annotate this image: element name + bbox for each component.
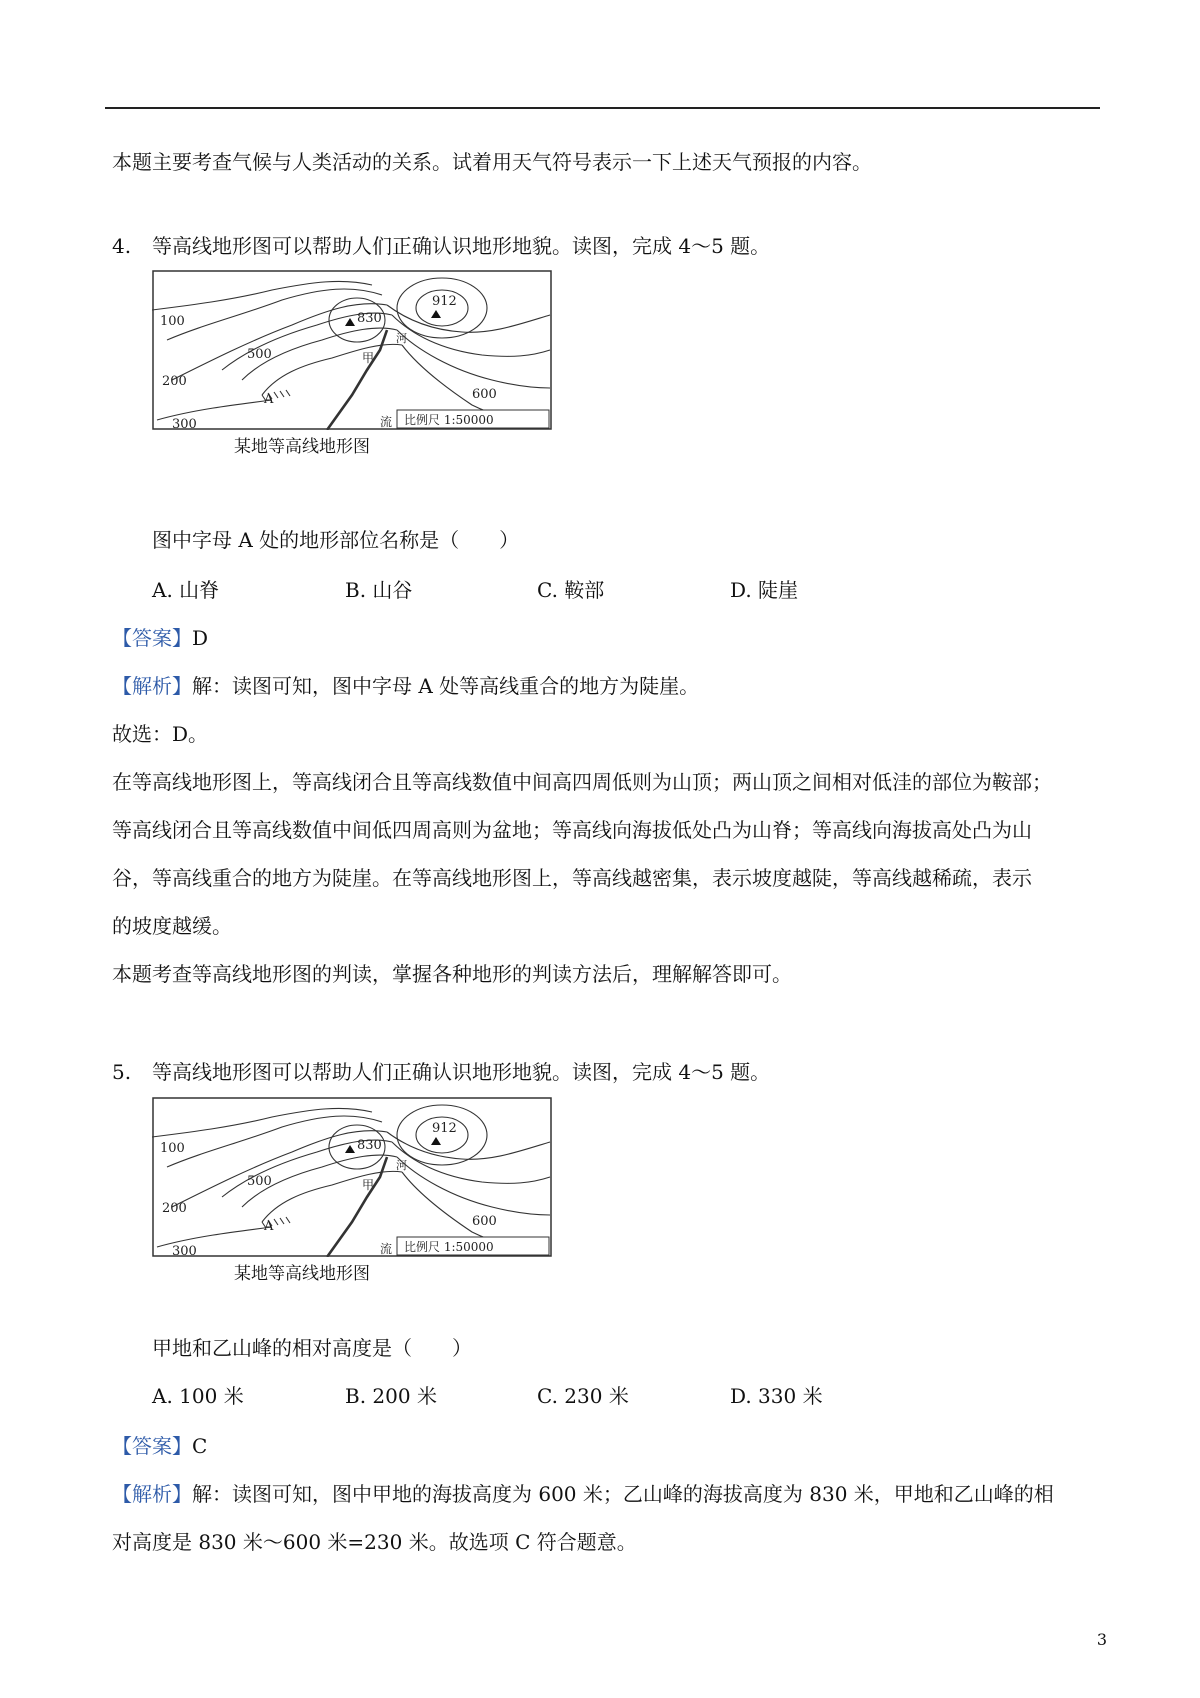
- svg-text:A: A: [264, 1219, 274, 1234]
- q4-contour-map: [152, 270, 552, 457]
- map-scale: 比例尺 1:50000: [404, 1240, 494, 1254]
- svg-text:流: 流: [380, 415, 393, 429]
- svg-text:300: 300: [172, 1244, 197, 1257]
- svg-text:100: 100: [160, 1141, 185, 1156]
- q5-analysis-line-2: 对高度是 830 米～600 米=230 米。故选项 C 符合题意。: [112, 1530, 637, 1554]
- q5-stem: 等高线地形图可以帮助人们正确认识地形地貌。读图，完成 4～5 题。: [152, 1060, 771, 1084]
- q4-answer: [112, 624, 208, 652]
- svg-text:流: 流: [380, 1242, 393, 1256]
- q4-analysis-line-3: 在等高线地形图上，等高线闭合且等高线数值中间高四周低则为山顶；两山顶之间相对低洼的部位为鞍部；: [112, 770, 1052, 794]
- map-caption: 某地等高线地形图: [234, 1264, 370, 1284]
- q4-option-c: C. 鞍部: [537, 578, 605, 602]
- svg-text:500: 500: [247, 347, 272, 362]
- svg-text:A: A: [264, 392, 274, 407]
- svg-text:200: 200: [162, 1201, 187, 1216]
- contour-map-svg: [152, 270, 552, 430]
- q5-option-a: A. 100 米: [152, 1384, 244, 1408]
- header-rule: [105, 107, 1100, 109]
- map-caption: 某地等高线地形图: [234, 437, 370, 457]
- svg-text:河: 河: [396, 1159, 407, 1172]
- svg-text:600: 600: [472, 387, 497, 402]
- svg-text:912: 912: [432, 1121, 457, 1136]
- q5-analysis-line-1: 【解析】解：读图可知，图中甲地的海拔高度为 600 米；乙山峰的海拔高度为 830 米，甲地和乙山峰的相: [112, 1482, 1054, 1506]
- q4-analysis-line-1: 【解析】解：读图可知，图中字母 A 处等高线重合的地方为陡崖。: [112, 674, 700, 698]
- q4-option-d: D. 陡崖: [730, 578, 799, 602]
- answer-value: C: [192, 1434, 208, 1458]
- map-scale: 比例尺 1:50000: [404, 413, 494, 427]
- q5-option-c: C. 230 米: [537, 1384, 629, 1408]
- answer-tag: 【答案】: [112, 626, 192, 650]
- q4-analysis-line-5: 谷，等高线重合的地方为陡崖。在等高线地形图上，等高线越密集，表示坡度越陡，等高线越稀疏，表示: [112, 866, 1032, 890]
- intro-text: 本题主要考查气候与人类活动的关系。试着用天气符号表示一下上述天气预报的内容。: [112, 150, 872, 174]
- svg-text:300: 300: [172, 417, 197, 430]
- svg-text:甲: 甲: [362, 351, 375, 365]
- svg-text:河: 河: [396, 332, 407, 345]
- q5-contour-map: [152, 1097, 552, 1284]
- svg-text:100: 100: [160, 314, 185, 329]
- answer-value: D: [192, 626, 209, 650]
- q5-question: 甲地和乙山峰的相对高度是（ ）: [152, 1336, 472, 1360]
- q4-number: 4.: [112, 234, 132, 258]
- analysis-tag: 【解析】: [112, 1482, 192, 1506]
- svg-text:200: 200: [162, 374, 187, 389]
- q5-answer: [112, 1432, 207, 1460]
- q4-stem: 等高线地形图可以帮助人们正确认识地形地貌。读图，完成 4～5 题。: [152, 234, 771, 258]
- q5-number: 5.: [112, 1060, 132, 1084]
- q4-analysis-line-4: 等高线闭合且等高线数值中间低四周高则为盆地；等高线向海拔低处凸为山脊；等高线向海拔高处凸为山: [112, 818, 1032, 842]
- svg-text:甲: 甲: [362, 1178, 375, 1192]
- q4-analysis-line-6: 的坡度越缓。: [112, 914, 232, 938]
- svg-text:830: 830: [357, 1138, 382, 1153]
- contour-map-svg: [152, 1097, 552, 1257]
- q4-analysis-line-2: 故选：D。: [112, 722, 209, 746]
- q5-option-d: D. 330 米: [730, 1384, 823, 1408]
- svg-text:500: 500: [247, 1174, 272, 1189]
- answer-tag: 【答案】: [112, 1434, 192, 1458]
- q4-option-a: A. 山脊: [152, 578, 220, 602]
- q5-option-b: B. 200 米: [345, 1384, 437, 1408]
- svg-text:912: 912: [432, 294, 457, 309]
- q4-question: 图中字母 A 处的地形部位名称是（ ）: [152, 528, 520, 552]
- q4-option-b: B. 山谷: [345, 578, 413, 602]
- analysis-tag: 【解析】: [112, 674, 192, 698]
- q4-analysis-line-7: 本题考查等高线地形图的判读，掌握各种地形的判读方法后，理解解答即可。: [112, 962, 792, 986]
- page-number: 3: [1096, 1630, 1107, 1649]
- svg-text:600: 600: [472, 1214, 497, 1229]
- svg-text:830: 830: [357, 311, 382, 326]
